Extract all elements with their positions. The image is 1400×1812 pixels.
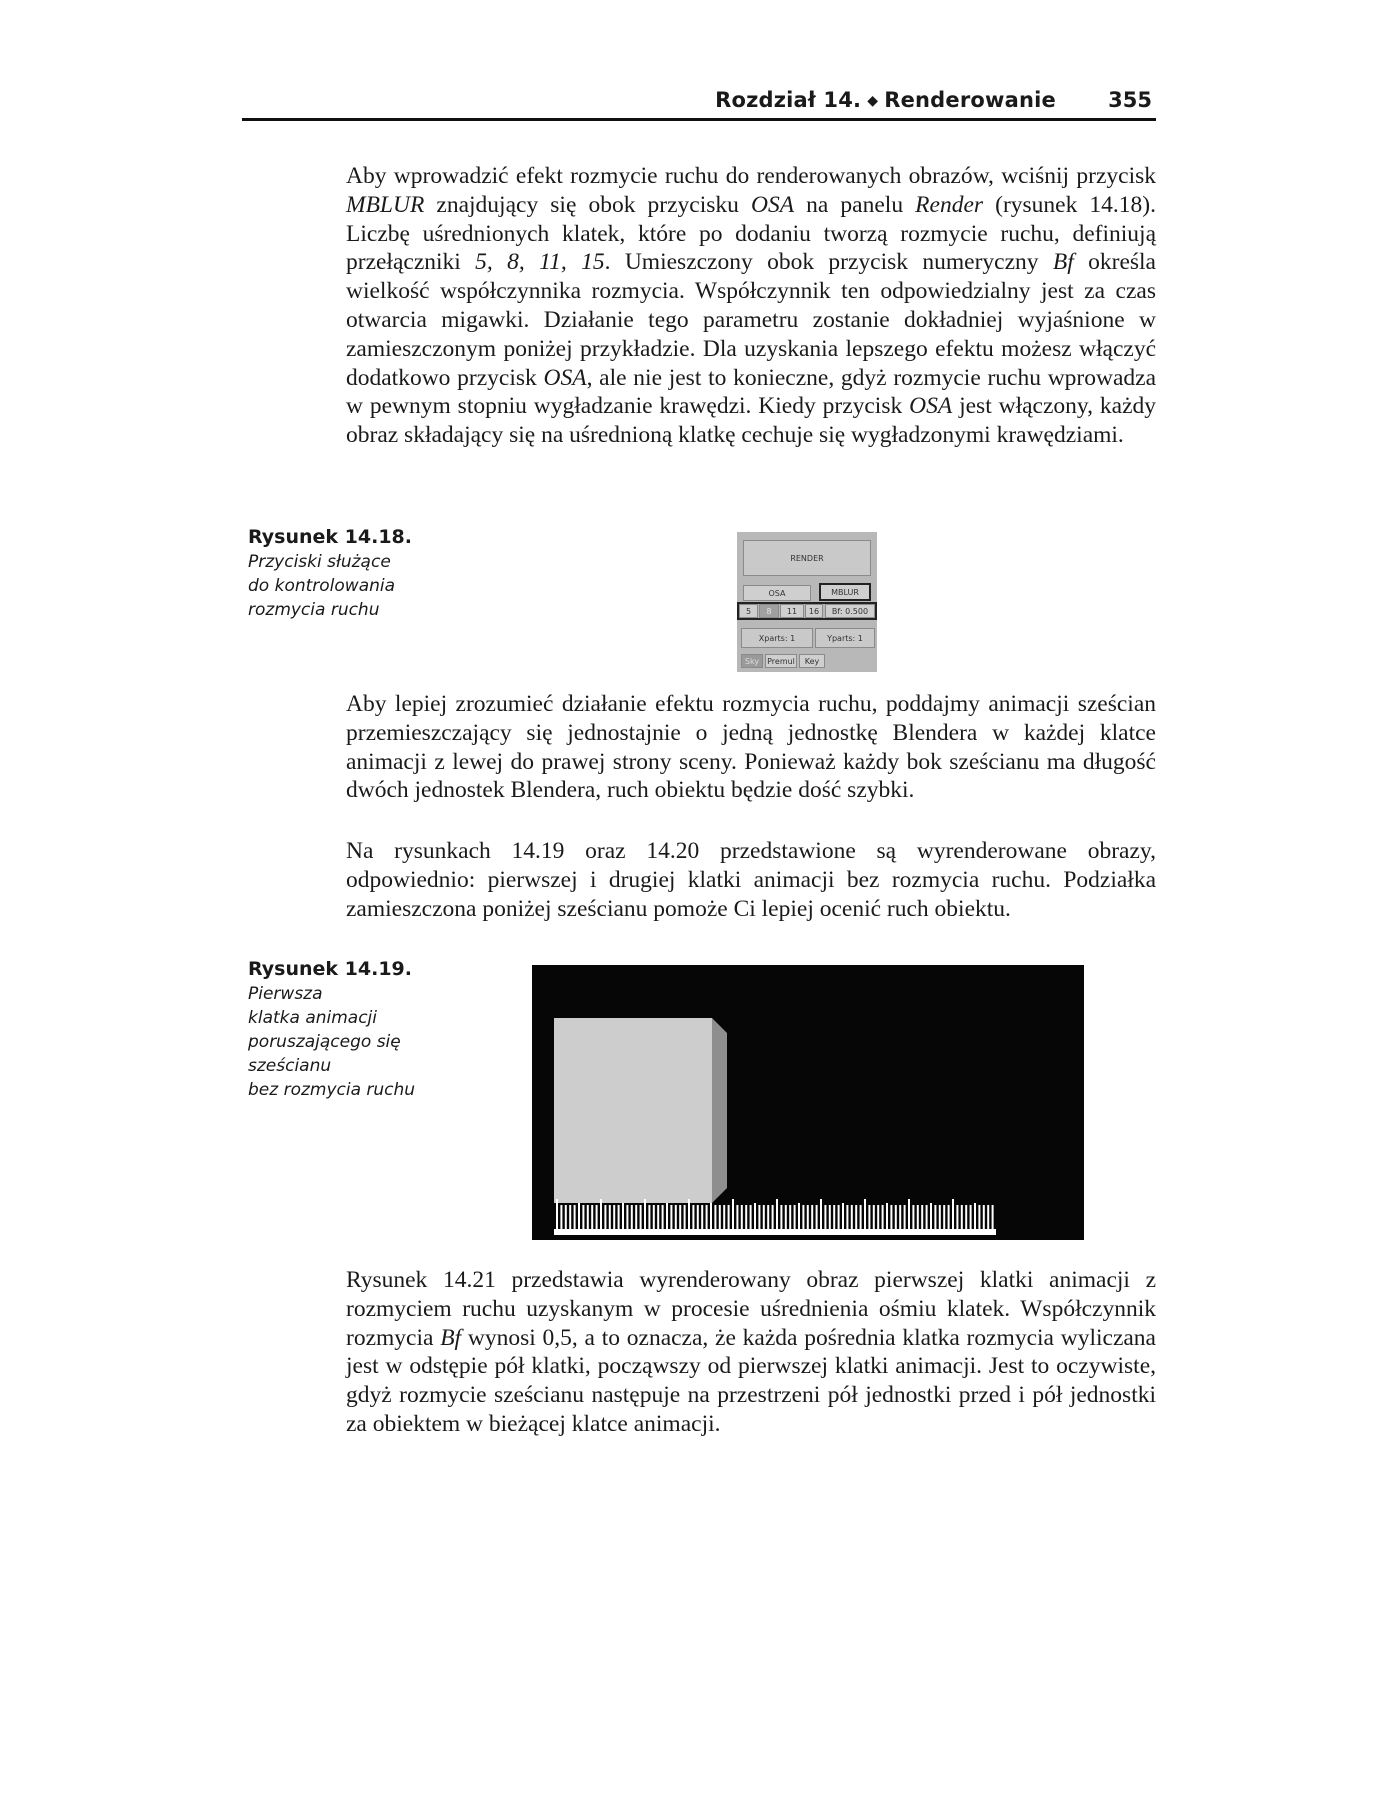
ruler-tick [776, 1199, 778, 1229]
ruler-tick [635, 1205, 637, 1229]
ruler-tick [710, 1203, 712, 1229]
ruler-tick [596, 1205, 598, 1229]
ruler-tick [886, 1203, 888, 1229]
ruler-tick [750, 1205, 752, 1229]
bf-term: Bf [1052, 249, 1074, 276]
samples-5-button[interactable]: 5 [739, 604, 758, 618]
ruler-tick [829, 1205, 831, 1229]
paragraph-figures-intro: Na rysunkach 14.19 oraz 14.20 przedstawione są wyrenderowane obrazy, odpowiednio: pierwszej i drugiej klatki animacji bez rozmycia ruchu. Podziałka zamieszczona poniżej sześcianu pomoże Ci lepiej ocenić ruch obiektu. [346, 838, 1156, 922]
ruler-tick [904, 1205, 906, 1229]
ruler-tick [736, 1205, 738, 1229]
ruler-tick [644, 1199, 646, 1229]
ruler-tick [842, 1203, 844, 1229]
ruler-tick [921, 1205, 923, 1229]
samples-8-button[interactable]: 8 [759, 604, 779, 618]
diamond-icon: ◆ [867, 93, 879, 109]
ruler-tick [560, 1205, 562, 1229]
bf-number-field[interactable]: Bf: 0.500 [825, 604, 875, 618]
ruler-tick [846, 1205, 848, 1229]
ruler-tick [860, 1205, 862, 1229]
ruler-tick [767, 1205, 769, 1229]
render-button[interactable]: RENDER [743, 540, 871, 576]
samples-16-button[interactable]: 16 [805, 604, 823, 618]
sky-button[interactable]: Sky [741, 654, 763, 668]
ruler-tick [939, 1205, 941, 1229]
ruler-tick [574, 1205, 576, 1229]
ruler-tick [987, 1205, 989, 1229]
ruler-tick [807, 1205, 809, 1229]
ruler-tick [899, 1205, 901, 1229]
ruler-tick [565, 1205, 567, 1229]
paragraph-intro: Aby wprowadzić efekt rozmycie ruchu do renderowanych obrazów, wciśnij przycisk MBLUR znajdujący się obok przycisku OSA na panelu Render (rysunek 14.18). Liczbę uśrednionych klatek, które po dodaniu tworzą rozmycie ruchu, definiują przełączniki 5, 8, 11, 15. Umieszczony obok przycisk numeryczny Bf określa wielkość współczynnika rozmycia. Współczynnik ten odpowiedzialny jest za czas otwarcia migawki. Działanie tego parametru zostanie dokładniej wyjaśnione w zamieszczonym poniżej przykładzie. Dla uzyskania lepszego efektu możesz włączyć dodatkowo przycisk OSA, ale nie jest to konieczne, gdyż rozmycie ruchu wprowadza w pewnym stopniu wygładzanie krawędzi. Kiedy przycisk OSA jest włączony, każdy obraz składający się na uśrednioną klatkę cechuje się wygładzonymi krawędziami. [346, 163, 1157, 449]
ruler-tick [785, 1205, 787, 1229]
key-button[interactable]: Key [799, 654, 825, 668]
section-label: Renderowanie [884, 88, 1056, 112]
ruler-tick [714, 1205, 716, 1229]
render-term: Render [915, 191, 984, 218]
caption-line: rozmycia ruchu [248, 600, 380, 620]
running-header [242, 86, 1156, 121]
ruler-tick [653, 1205, 655, 1229]
mblur-button[interactable]: MBLUR [819, 583, 871, 601]
bf-term: Bf [440, 1324, 462, 1351]
render-image [532, 965, 1084, 1240]
ruler-tick [978, 1205, 980, 1229]
ruler-tick [763, 1205, 765, 1229]
ruler-baseline [554, 1229, 996, 1235]
ruler-tick [895, 1205, 897, 1229]
ruler-tick [587, 1205, 589, 1229]
figure-14-19-caption [248, 956, 448, 1102]
ruler-tick [754, 1203, 756, 1229]
figure-title: Rysunek 14.18. [248, 526, 412, 548]
ruler-tick [618, 1205, 620, 1229]
ruler-tick [591, 1205, 593, 1229]
ruler-tick [780, 1205, 782, 1229]
ruler-tick [811, 1205, 813, 1229]
ruler-tick [864, 1199, 866, 1229]
ruler-tick [794, 1205, 796, 1229]
ruler-tick [930, 1203, 932, 1229]
ruler-tick [824, 1205, 826, 1229]
ruler-tick [838, 1205, 840, 1229]
paragraph-cube-explanation: Aby lepiej zrozumieć działanie efektu rozmycia ruchu, poddajmy animacji sześcian przemieszczający się jednostajnie o jedną jednostkę Blendera w każdej klatce animacji z lewej do prawej strony sceny. Ponieważ każdy bok sześcianu ma długość dwóch jednostek Blendera, ruch obiektu będzie dość szybki. [346, 691, 1156, 804]
caption-line: Przyciski służące [248, 552, 391, 572]
ruler-tick [578, 1203, 580, 1229]
osa-term: OSA [751, 191, 795, 218]
ruler-tick [820, 1199, 822, 1229]
cube-front [554, 1018, 712, 1203]
ruler-tick [670, 1205, 672, 1229]
ruler-tick [613, 1205, 615, 1229]
ruler-tick [908, 1199, 910, 1229]
ruler-tick [556, 1199, 558, 1229]
ruler-tick [723, 1205, 725, 1229]
ruler-tick [948, 1205, 950, 1229]
ruler-tick [758, 1205, 760, 1229]
ruler-tick [873, 1205, 875, 1229]
ruler-tick [622, 1203, 624, 1229]
caption-line: Pierwsza [248, 984, 323, 1004]
caption-line: sześcianu [248, 1056, 332, 1076]
ruler-tick [662, 1205, 664, 1229]
caption-line: bez rozmycia ruchu [248, 1080, 416, 1100]
ruler-tick [917, 1205, 919, 1229]
ruler-tick [697, 1205, 699, 1229]
ruler-tick [833, 1205, 835, 1229]
ruler-tick [961, 1205, 963, 1229]
ruler-tick [956, 1205, 958, 1229]
ruler-tick [692, 1205, 694, 1229]
xparts-field[interactable]: Xparts: 1 [741, 628, 813, 648]
values-term: 5, 8, 11, 15 [475, 249, 605, 276]
premul-button[interactable]: Premul [765, 654, 797, 668]
ruler-tick [974, 1203, 976, 1229]
figure-14-18-caption [248, 524, 448, 622]
ruler-tick [952, 1199, 954, 1229]
ruler-tick [890, 1205, 892, 1229]
ruler-tick [855, 1205, 857, 1229]
ruler-tick [600, 1199, 602, 1229]
ruler-tick [679, 1205, 681, 1229]
ruler-tick [868, 1205, 870, 1229]
ruler-tick [701, 1205, 703, 1229]
osa-term-2: OSA [543, 364, 587, 391]
ruler-tick [934, 1205, 936, 1229]
samples-11-button[interactable]: 11 [780, 604, 804, 618]
ruler-tick [965, 1205, 967, 1229]
ruler-tick [912, 1205, 914, 1229]
render-panel-figure [737, 532, 877, 672]
ruler-tick [569, 1205, 571, 1229]
ruler-tick [657, 1205, 659, 1229]
ruler-tick [631, 1205, 633, 1229]
ruler-tick [798, 1203, 800, 1229]
ruler-tick [745, 1205, 747, 1229]
osa-button[interactable]: OSA [743, 585, 811, 601]
ruler-tick [816, 1205, 818, 1229]
ruler-tick [728, 1205, 730, 1229]
ruler-tick [675, 1205, 677, 1229]
ruler-tick [640, 1205, 642, 1229]
ruler-tick [706, 1205, 708, 1229]
ruler-tick [877, 1205, 879, 1229]
chapter-label: Rozdział 14. [715, 88, 862, 112]
figure-title: Rysunek 14.19. [248, 958, 412, 980]
ruler-tick [648, 1205, 650, 1229]
ruler-tick [970, 1205, 972, 1229]
ruler-tick [882, 1205, 884, 1229]
mblur-term: MBLUR [346, 191, 425, 218]
ruler-tick [684, 1205, 686, 1229]
yparts-field[interactable]: Yparts: 1 [815, 628, 875, 648]
osa-term-3: OSA [909, 393, 953, 420]
ruler-tick [926, 1205, 928, 1229]
ruler-tick [626, 1205, 628, 1229]
ruler-tick [582, 1205, 584, 1229]
ruler-tick [789, 1205, 791, 1229]
chapter-title [715, 88, 1056, 112]
ruler-tick [604, 1205, 606, 1229]
caption-line: poruszającego się [248, 1032, 401, 1052]
render-figure-cube [532, 965, 1084, 1240]
ruler-tick [609, 1205, 611, 1229]
ruler-tick [802, 1205, 804, 1229]
caption-line: klatka animacji [248, 1008, 378, 1028]
ruler-tick [983, 1205, 985, 1229]
ruler-tick [992, 1205, 994, 1229]
ruler-tick [772, 1205, 774, 1229]
ruler-tick [688, 1199, 690, 1229]
page-number: 355 [1108, 88, 1152, 112]
ruler-tick [943, 1205, 945, 1229]
caption-line: do kontrolowania [248, 576, 396, 596]
ruler-tick [741, 1205, 743, 1229]
ruler-tick [719, 1205, 721, 1229]
ruler-tick [732, 1199, 734, 1229]
paragraph-motion-blur-result: Rysunek 14.21 przedstawia wyrenderowany obraz pierwszej klatki animacji z rozmyciem ruchu uzyskanym w procesie uśrednienia ośmiu klatek. Współczynnik rozmycia Bf wynosi 0,5, a to oznacza, że każda pośrednia klatka rozmycia wyliczana jest w odstępie pół klatki, począwszy od pierwszej klatki animacji. Jest to oczywiste, gdyż rozmycie sześcianu następuje na przestrzeni pół jednostki przed i pół jednostki za obiektem w bieżącej klatce animacji. [346, 1267, 1156, 1437]
ruler-tick [666, 1203, 668, 1229]
ruler-tick [851, 1205, 853, 1229]
